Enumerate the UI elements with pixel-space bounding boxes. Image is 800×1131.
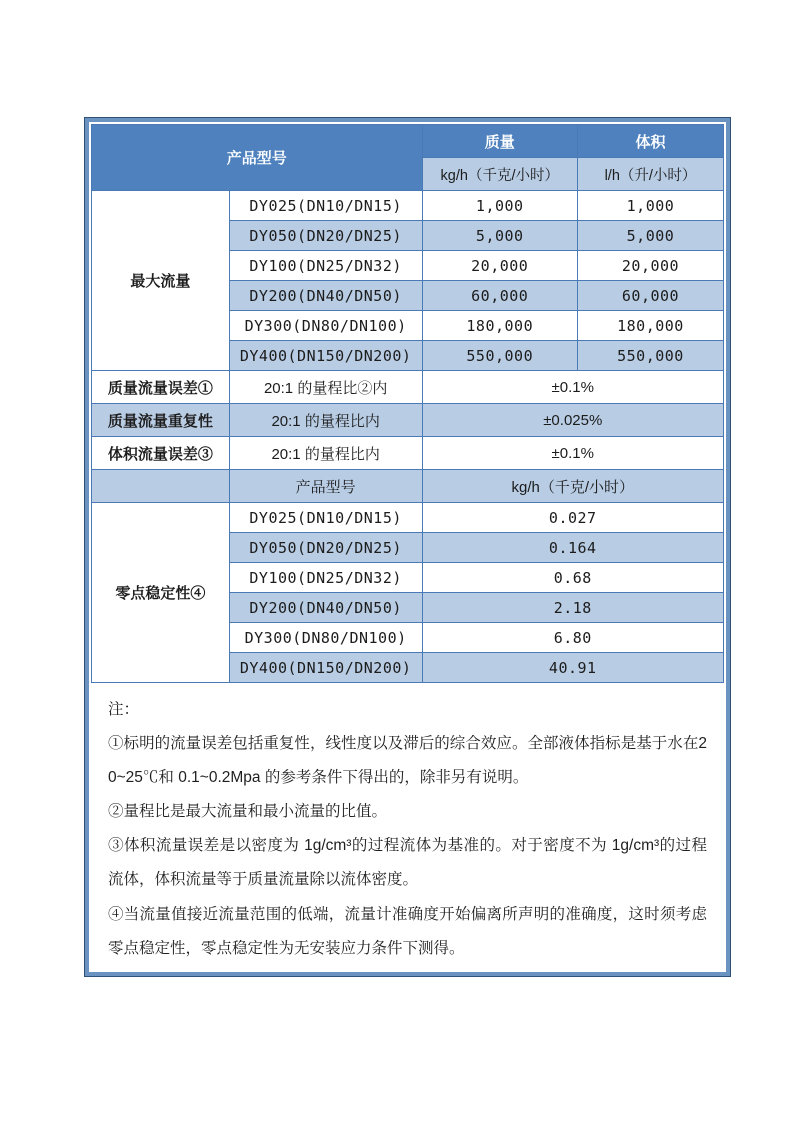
cell-model: DY200(DN40/DN50): [229, 593, 422, 623]
cell-volume-value: 20,000: [577, 251, 723, 281]
cell-model: DY025(DN10/DN15): [229, 503, 422, 533]
zero-header-row: [92, 470, 724, 503]
cell-mass-value: 1,000: [422, 191, 577, 221]
footnotes: [91, 683, 724, 966]
cell-mass-value: 60,000: [422, 281, 577, 311]
cell-model: DY100(DN25/DN32): [229, 563, 422, 593]
cell-model: DY400(DN150/DN200): [229, 653, 422, 683]
table-header-row: [92, 125, 724, 158]
table-row: [92, 191, 724, 221]
spec-value: ±0.025%: [422, 404, 723, 437]
note-item-3: ③体积流量误差是以密度为 1g/cm³的过程流体为基准的。对于密度不为 1g/cm³的过程流体，体积流量等于质量流量除以流体密度。: [108, 837, 707, 889]
cell-mass-value: 5,000: [422, 221, 577, 251]
zero-header-unit: kg/h（千克/小时）: [422, 470, 723, 503]
cell-zero-value: 0.164: [422, 533, 723, 563]
cell-mass-value: 550,000: [422, 341, 577, 371]
header-mass-unit: kg/h（千克/小时）: [422, 158, 577, 191]
cell-model: DY400(DN150/DN200): [229, 341, 422, 371]
spec-value: ±0.1%: [422, 371, 723, 404]
notes-title: 注：: [108, 701, 140, 718]
cell-mass-value: 180,000: [422, 311, 577, 341]
cell-zero-value: 6.80: [422, 623, 723, 653]
zero-stability-label: 零点稳定性④: [92, 503, 230, 683]
spec-condition: 20:1 的量程比②内: [229, 371, 422, 404]
note-item-4: ④当流量值接近流量范围的低端，流量计准确度开始偏离所声明的准确度，这时须考虑零点稳定性，零点稳定性为无安装应力条件下测得。: [108, 905, 707, 957]
header-volume-unit: l/h（升/小时）: [577, 158, 723, 191]
spec-label: 质量流量重复性: [92, 404, 230, 437]
cell-zero-value: 40.91: [422, 653, 723, 683]
cell-model: DY050(DN20/DN25): [229, 533, 422, 563]
table-row: [92, 503, 724, 533]
table-row: [92, 404, 724, 437]
cell-volume-value: 5,000: [577, 221, 723, 251]
spec-condition: 20:1 的量程比内: [229, 437, 422, 470]
header-mass: 质量: [422, 125, 577, 158]
spec-table: [91, 124, 724, 683]
cell-volume-value: 60,000: [577, 281, 723, 311]
cell-volume-value: 550,000: [577, 341, 723, 371]
spec-label: 体积流量误差③: [92, 437, 230, 470]
note-item-2: ②量程比是最大流量和最小流量的比值。: [108, 803, 388, 821]
note-item-1: ①标明的流量误差包括重复性，线性度以及滞后的综合效应。全部液体指标是基于水在20~25℃和 0.1~0.2Mpa 的参考条件下得出的，除非另有说明。: [108, 735, 707, 787]
header-product-model: 产品型号: [92, 125, 423, 191]
cell-model: DY050(DN20/DN25): [229, 221, 422, 251]
cell-zero-value: 0.027: [422, 503, 723, 533]
header-volume: 体积: [577, 125, 723, 158]
spec-label: 质量流量误差①: [92, 371, 230, 404]
max-flow-label: 最大流量: [92, 191, 230, 371]
cell-volume-value: 180,000: [577, 311, 723, 341]
cell-model: DY025(DN10/DN15): [229, 191, 422, 221]
spec-condition: 20:1 的量程比内: [229, 404, 422, 437]
cell-model: DY300(DN80/DN100): [229, 623, 422, 653]
zero-header-empty-cell: [92, 470, 230, 503]
content-frame: [85, 118, 730, 976]
table-row: [92, 371, 724, 404]
zero-header-product-model: 产品型号: [229, 470, 422, 503]
cell-model: DY100(DN25/DN32): [229, 251, 422, 281]
cell-zero-value: 0.68: [422, 563, 723, 593]
cell-mass-value: 20,000: [422, 251, 577, 281]
spec-value: ±0.1%: [422, 437, 723, 470]
table-row: [92, 437, 724, 470]
cell-volume-value: 1,000: [577, 191, 723, 221]
cell-model: DY300(DN80/DN100): [229, 311, 422, 341]
cell-zero-value: 2.18: [422, 593, 723, 623]
cell-model: DY200(DN40/DN50): [229, 281, 422, 311]
